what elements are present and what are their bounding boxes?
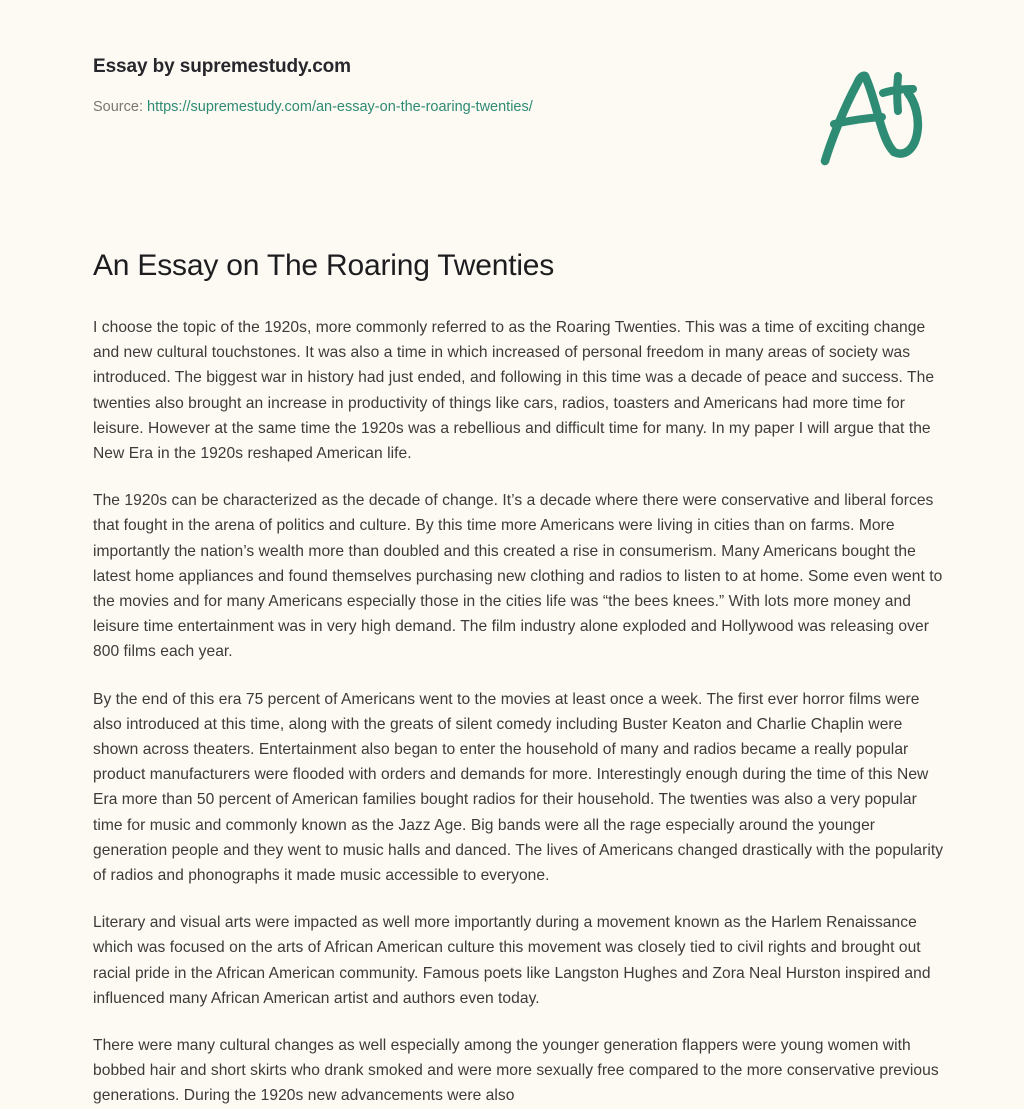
article-paragraph: By the end of this era 75 percent of Americans went to the movies at least once a week. The first ever horror films were also introduced at this time, along with the greats of silent comedy including Buster Keaton and Charlie Chaplin were shown across theaters. Entertainment also began to enter the household of many and radios became a really popular product manufacturers were flooded with orders and demands for more. Interestingly enough during the time of this New Era more than 50 percent of American families bought radios for their household. The twenties was also a very popular time for music and commonly known as the Jazz Age. Big bands were all the rage especially around the younger generation people and they went to music halls and danced. The lives of Americans changed drastically with the popularity of radios and phonographs it made music accessible to everyone.	[93, 690, 944, 885]
article-paragraph: Literary and visual arts were impacted as well more importantly during a movement known as the Harlem Renaissance which was focused on the arts of African American culture this movement was closely tied to civil rights and brought out racial pride in the African American community. Famous poets like Langston Hughes and Zora Neal Hurston inspired and influenced many African American artist and authors even today.	[93, 914, 931, 1007]
article-paragraph: I choose the topic of the 1920s, more commonly referred to as the Roaring Twenties. This was a time of exciting change and new cultural touchstones. It was also a time in which increased of personal freedom in many areas of society was introduced. The biggest war in history had just ended, and following in this time was a decade of peace and success. The twenties also brought an increase in productivity of things like cars, radios, toasters and Americans had more time for leisure. However at the same time the 1920s was a rebellious and difficult time for many. In my paper I will argue that the New Era in the 1920s reshaped American life.	[93, 319, 935, 463]
article-body	[93, 315, 945, 1109]
byline: Essay by supremestudy.com	[93, 56, 351, 77]
source-label: Source:	[93, 98, 147, 115]
brand-logo-aplus-icon	[812, 62, 932, 170]
aplus-logo-svg	[812, 62, 932, 170]
article-paragraph: There were many cultural changes as well especially among the younger generation flappers were young women with bobbed hair and short skirts who drank smoked and were more sexually free compared to the more conservative previous generations. During the 1920s new advancements were also	[93, 1037, 939, 1105]
article	[93, 248, 945, 1109]
page-title: An Essay on The Roaring Twenties	[93, 249, 555, 282]
source-url-link[interactable]: https://supremestudy.com/an-essay-on-the-roaring-twenties/	[147, 98, 533, 115]
article-paragraph: The 1920s can be characterized as the decade of change. It’s a decade where there were conservative and liberal forces that fought in the arena of politics and culture. By this time more Americans were living in cities than on farms. More importantly the nation’s wealth more than doubled and this created a rise in consumerism. Many Americans bought the latest home appliances and found themselves purchasing new clothing and radios to listen to at home. Some even went to the movies and for many Americans especially those in the cities life was “the bees knees.” With lots more money and leisure time entertainment was in very high demand. The film industry alone exploded and Hollywood was releasing over 800 films each year.	[93, 492, 943, 661]
